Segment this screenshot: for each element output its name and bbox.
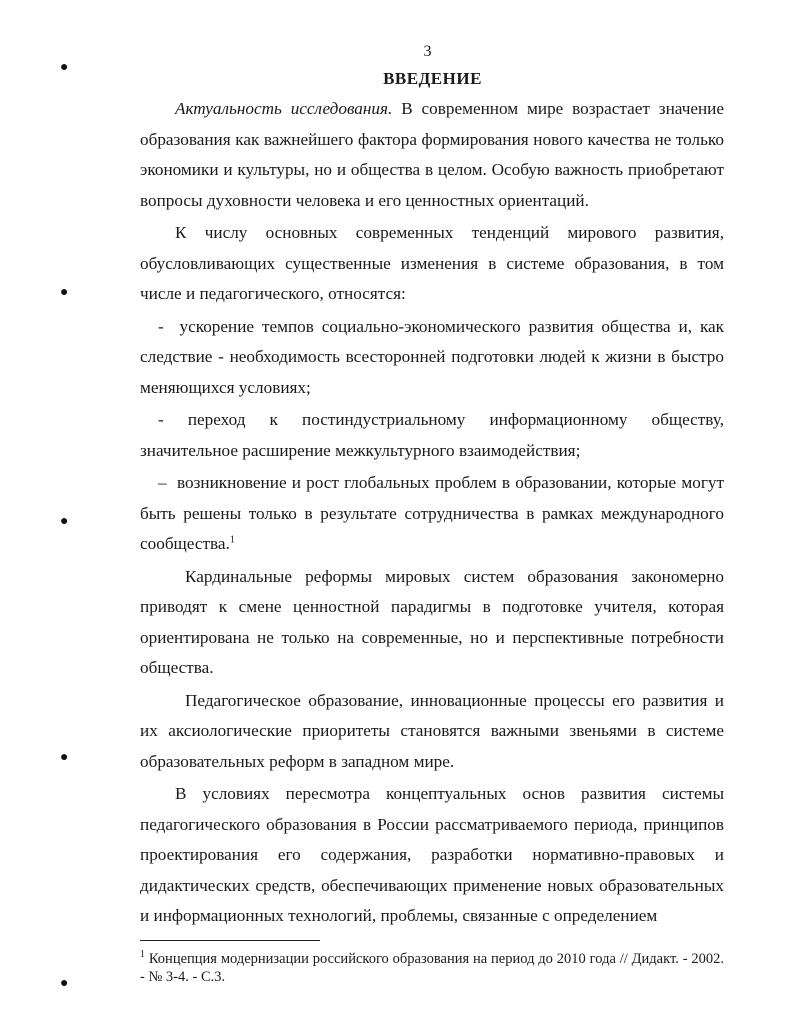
footnote xyxy=(140,950,724,986)
footnote-marker: 1 xyxy=(140,949,145,961)
paragraph-pedagogical: Педагогическое образование, инновационные процессы его развития и их аксиологические приоритеты становятся важными звеньями в системе образовательных реформ в западном мире. xyxy=(140,690,724,771)
scan-artifact-mark: ● xyxy=(60,285,69,300)
list-item-text: переход к постиндустриальному информационному обществу, значительное расширение межкультурного взаимодействия; xyxy=(140,410,724,460)
paragraph-conditions: В условиях пересмотра концептуальных основ развития системы педагогического образования в России рассматриваемого периода, принципов проектирования его содержания, разработки нормативно-правовых и дидактических средств, обеспечивающих применение новых образовательных и информационных технологий, проблемы, связанные с определением xyxy=(140,784,724,925)
scan-artifact-mark: ● xyxy=(60,514,69,529)
list-item xyxy=(140,405,724,466)
paragraph-relevance xyxy=(140,94,724,216)
footnote-divider xyxy=(140,940,320,941)
paragraph-reforms: Кардинальные реформы мировых систем образования закономерно приводят к смене ценностной парадигмы в подготовке учителя, которая ориентирована не только на современные, но и перспективные потребности общества. xyxy=(140,566,724,677)
paragraph-trends: К числу основных современных тенденций мирового развития, обусловливающих существенные изменения в системе образования, в том числе и педагогического, относятся: xyxy=(140,223,724,303)
list-item-text: ускорение темпов социально-экономического развития общества и, как следствие - необходимость всесторонней подготовки людей к жизни в быстро меняющихся условиях; xyxy=(140,316,725,397)
list-item xyxy=(140,468,724,560)
footnote-reference[interactable]: 1 xyxy=(229,534,235,546)
relevance-text: В современном мире возрастает значение образования как важнейшего фактора формирования нового качества не только экономики и культуры, но и общества в целом. Особую важность приобретают вопросы духовности человека и его ценностных ориентаций. xyxy=(140,99,724,210)
footnote-text: Концепция модернизации российского образования на период до 2010 года // Дидакт. - 2002. - № 3-4. - С.3. xyxy=(140,951,724,985)
document-body xyxy=(140,94,724,932)
scan-artifact-mark: ● xyxy=(60,60,69,75)
scan-artifact-mark: ● xyxy=(60,976,69,991)
list-item xyxy=(140,312,724,404)
scan-artifact-mark: ● xyxy=(60,750,69,765)
list-item-text: возникновение и рост глобальных проблем в образовании, которые могут быть решены только в результате сотрудничества в рамках международного сообщества. xyxy=(140,473,725,553)
page-number: 3 xyxy=(423,43,432,60)
list-marker: - xyxy=(158,410,164,429)
page-title: ВВЕДЕНИЕ xyxy=(383,69,482,88)
list-marker: - xyxy=(158,316,164,336)
relevance-label: Актуальность исследования. xyxy=(175,99,393,118)
list-marker: – xyxy=(158,473,167,492)
